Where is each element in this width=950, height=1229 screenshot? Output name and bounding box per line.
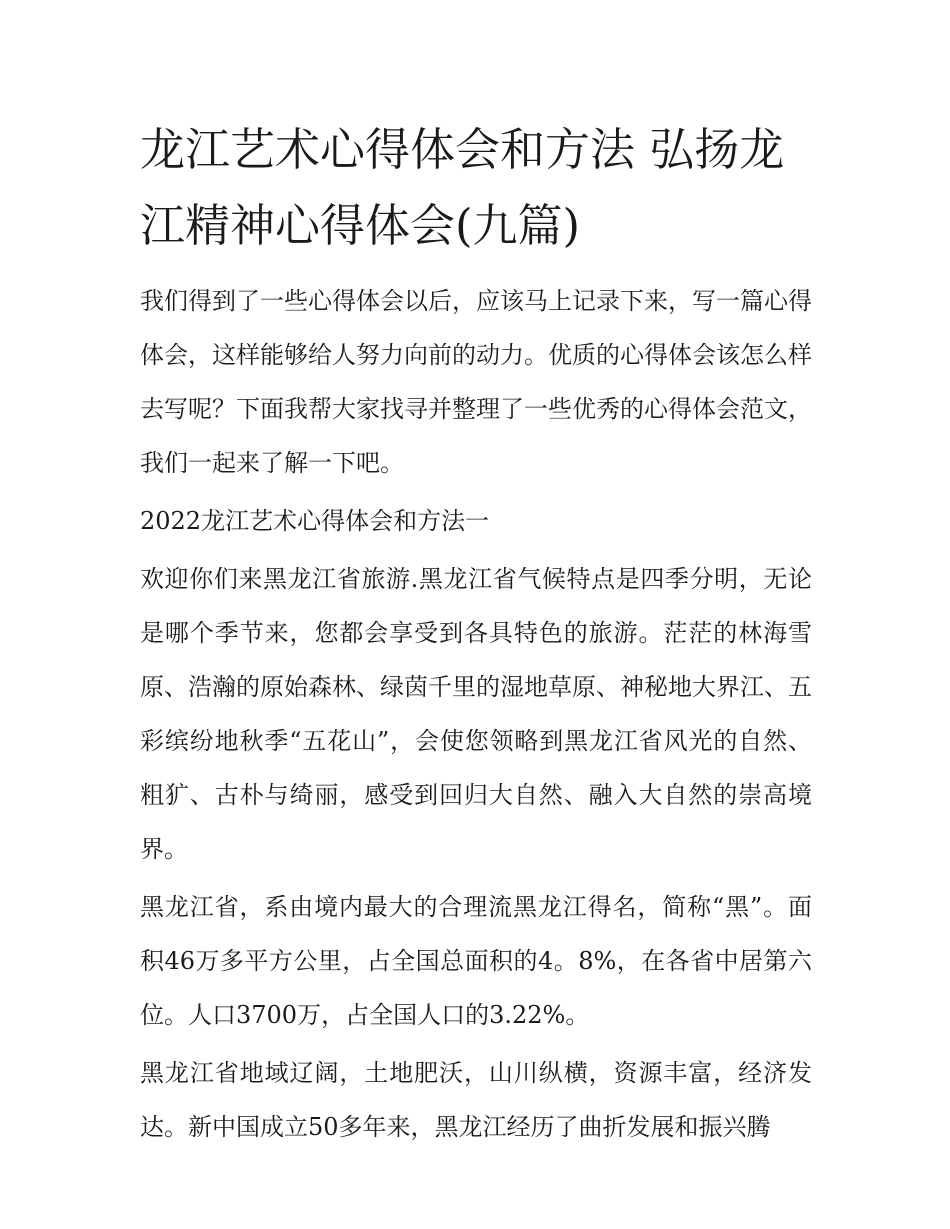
body-paragraph: 黑龙江省，系由境内最大的合理流黑龙江得名，简称“黑”。面积46万多平方公里，占全国总面积的4。8%，在各省中居第六位。人口3700万，占全国人口的3.22%。 bbox=[140, 893, 812, 1029]
body-paragraph: 黑龙江省地域辽阔，土地肥沃，山川纵横，资源丰富，经济发达。新中国成立50多年来，黑龙江经历了曲折发展和振兴腾 bbox=[140, 1059, 812, 1141]
document-page bbox=[140, 112, 812, 1158]
body-paragraph: 欢迎你们来黑龙江省旅游.黑龙江省气候特点是四季分明，无论是哪个季节来，您都会享受到各具特色的旅游。茫茫的林海雪原、浩瀚的原始森林、绿茵千里的湿地草原、神秘地大界江、五彩缤纷地秋季“五花山”，会使您领略到黑龙江省风光的自然、粗犷、古朴与绮丽，感受到回归大自然、融入大自然的崇高境界。 bbox=[140, 565, 812, 863]
document-title: 龙江艺术心得体会和方法 弘扬龙江精神心得体会(九篇) bbox=[140, 123, 785, 252]
intro-paragraph: 我们得到了一些心得体会以后，应该马上记录下来，写一篇心得体会，这样能够给人努力向前的动力。优质的心得体会该怎么样去写呢？下面我帮大家找寻并整理了一些优秀的心得体会范文，我们一起来了解一下吧。 bbox=[140, 287, 812, 477]
section-heading: 2022龙江艺术心得体会和方法一 bbox=[140, 507, 490, 535]
